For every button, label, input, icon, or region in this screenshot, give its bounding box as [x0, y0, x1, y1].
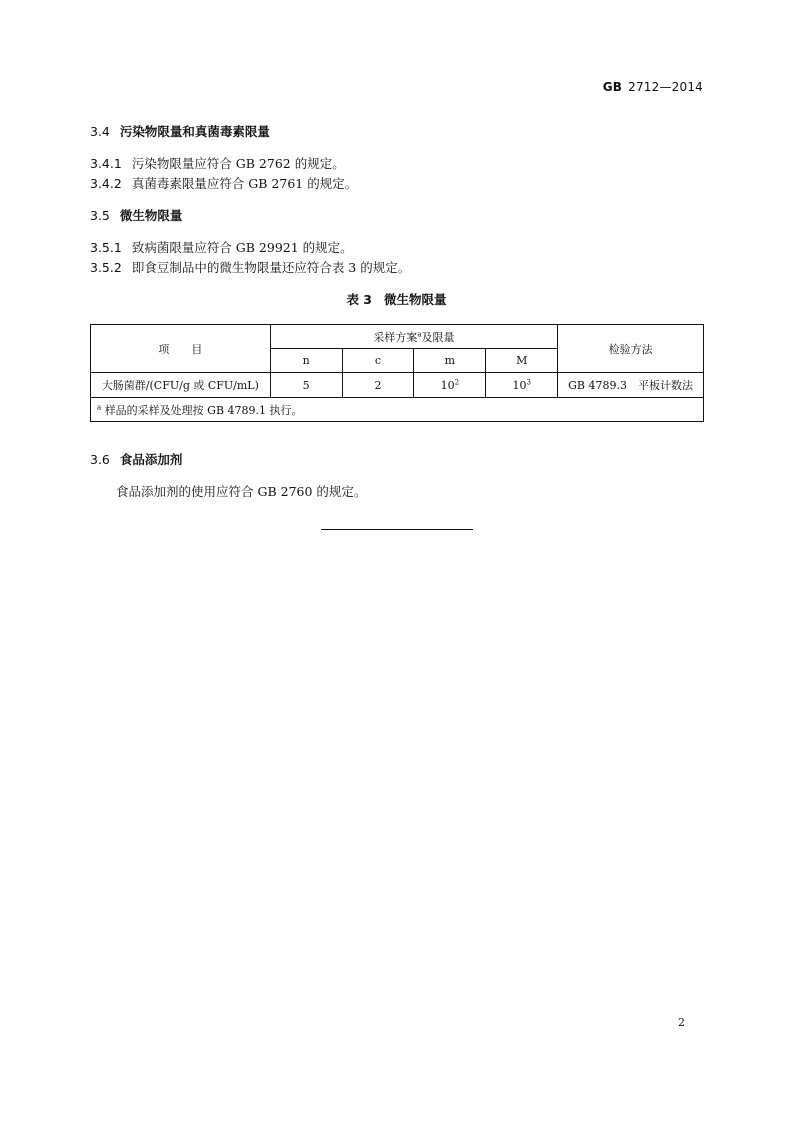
standard-code: 2712—2014 [628, 80, 703, 94]
section-number: 3.6 [90, 452, 110, 467]
header-sampling-plan [270, 325, 557, 349]
section-title: 食品添加剂 [119, 452, 183, 467]
table-title-text: 微生物限量 [384, 292, 447, 307]
subheader-n: n [270, 349, 342, 373]
subheader-m: m [414, 349, 486, 373]
row-n: 5 [270, 373, 342, 398]
section-title: 微生物限量 [119, 208, 183, 223]
table-footnote-row [91, 398, 704, 422]
row-item: 大肠菌群/(CFU/g 或 CFU/mL) [91, 373, 271, 398]
clause-text: 即食豆制品中的微生物限量还应符合表 3 的规定。 [131, 260, 411, 275]
table-footnote [91, 398, 704, 422]
section-heading-3-6 [90, 450, 705, 470]
clause-3-4-1 [90, 154, 705, 174]
row-m-exponent: 2 [454, 377, 460, 386]
row-m-base: 10 [440, 378, 455, 392]
clause-number: 3.5.2 [90, 260, 122, 275]
section-number: 3.5 [90, 208, 110, 223]
page-header [603, 80, 703, 94]
section-body-text: 食品添加剂的使用应符合 GB 2760 的规定。 [116, 484, 367, 499]
section-number: 3.4 [90, 124, 110, 139]
subheader-c: c [342, 349, 414, 373]
table-header-row [91, 325, 704, 349]
clause-3-5-1 [90, 238, 705, 258]
row-m [414, 373, 486, 398]
clause-number: 3.5.1 [90, 240, 122, 255]
footnote-mark: a [97, 402, 102, 411]
footnote-text: 样品的采样及处理按 GB 4789.1 执行。 [104, 403, 303, 417]
clause-3-5-2 [90, 258, 705, 278]
section-heading-3-5 [90, 206, 705, 226]
section-3-6 [90, 450, 705, 470]
row-M-exponent: 3 [526, 377, 531, 386]
standard-prefix: GB [602, 80, 623, 94]
header-plan-suffix: 及限量 [421, 330, 455, 344]
table-title [0, 290, 793, 308]
header-plan-footnote-mark: a [417, 329, 422, 338]
table-row [91, 373, 704, 398]
section-3-6-body [116, 482, 731, 502]
end-of-standard-rule [321, 529, 473, 530]
header-plan-text: 采样方案 [373, 330, 418, 344]
clause-text: 真菌毒素限量应符合 GB 2761 的规定。 [131, 176, 358, 191]
section-3-4 [90, 122, 705, 142]
clause-number: 3.4.2 [90, 176, 122, 191]
section-title: 污染物限量和真菌毒素限量 [119, 124, 270, 139]
row-method: GB 4789.3 平板计数法 [558, 373, 704, 398]
row-M-base: 10 [512, 378, 527, 392]
clause-3-4-2 [90, 174, 705, 194]
header-item: 项 目 [91, 325, 271, 373]
table-number: 表 3 [346, 292, 373, 307]
page-number: 2 [678, 1016, 685, 1029]
row-M [486, 373, 558, 398]
row-c: 2 [342, 373, 414, 398]
clause-text: 致病菌限量应符合 GB 29921 的规定。 [131, 240, 353, 255]
microbial-limits-table [90, 324, 704, 422]
section-3-5 [90, 206, 705, 226]
header-method: 检验方法 [558, 325, 704, 373]
clause-text: 污染物限量应符合 GB 2762 的规定。 [131, 156, 345, 171]
section-heading-3-4 [90, 122, 705, 142]
subheader-M: M [486, 349, 558, 373]
clause-number: 3.4.1 [90, 156, 122, 171]
